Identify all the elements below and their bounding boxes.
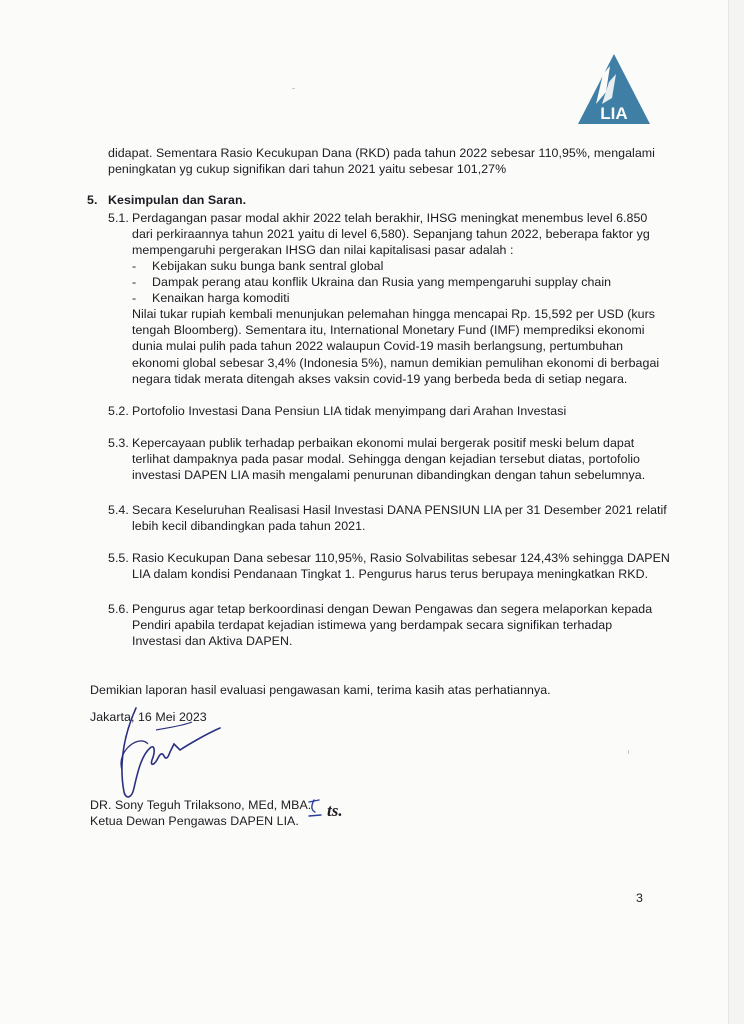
paragraph-line: tengah Bloomberg). Sementara itu, International Monetary Fund (IMF) memprediksi ekonomi [132,323,645,338]
bullet-dash: - [132,291,137,305]
item-5-1-text-b [132,306,659,387]
signer-name: DR. Sony Teguh Trilaksono, MEd, MBA. [90,798,312,812]
initials-text: ts. [327,801,343,820]
paragraph-line: Perdagangan pasar modal akhir 2022 telah berakhir, IHSG meningkat menembus level 6.850 [132,211,648,225]
signature-icon [96,700,226,810]
paragraph-line: LIA dalam kondisi Pendanaan Tingkat 1. Pengurus harus terus berupaya meningkatkan RKD. [132,567,649,582]
item-5-6-text [132,601,652,650]
bullet-item: Kenaikan harga komoditi [152,291,290,305]
intro-line: peningkatan yg cukup signifikan dari tahun 2021 yaitu sebesar 101,27% [108,162,507,177]
item-number: 5.1. [108,211,129,225]
scan-speck [628,750,629,754]
closing-sentence: Demikian laporan hasil evaluasi pengawasan kami, terima kasih atas perhatiannya. [90,683,551,697]
item-number: 5.6. [108,602,129,616]
paragraph-line: Secara Keseluruhan Realisasi Hasil Investasi DANA PENSIUN LIA per 31 Desember 2021 relatif [132,503,667,517]
item-number: 5.4. [108,503,129,517]
section-title: Kesimpulan dan Saran. [108,193,247,207]
intro-paragraph [108,145,655,177]
intro-line: didapat. Sementara Rasio Kecukupan Dana (RKD) pada tahun 2022 sebesar 110,95%, mengalami [108,146,655,160]
bullet-item: Kebijakan suku bunga bank sentral global [152,259,384,273]
paragraph-line: Portofolio Investasi Dana Pensiun LIA tidak menyimpang dari Arahan Investasi [132,404,567,418]
paragraph-line: dunia mulai pulih pada tahun 2022 walaupun Covid-19 masih berlangsung, pertumbuhan [132,339,624,354]
bullet-dash: - [132,259,137,273]
item-5-3-text [132,435,645,484]
item-5-2-text [132,403,566,419]
paragraph-line: dari perkiraannya tahun 2021 yaitu di level 6,580). Sepanjang tahun 2022, beberapa faktor yg [132,227,650,242]
paragraph-line: Nilai tukar rupiah kembali menunjukan pelemahan hingga mencapai Rp. 15,592 per USD (kurs [132,307,656,321]
item-5-1-text-a [132,210,650,259]
logo-text: LIA [600,104,628,123]
item-number: 5.5. [108,551,129,565]
item-number: 5.2. [108,404,129,418]
item-number: 5.3. [108,436,129,450]
paragraph-line: terlihat dampaknya pada pasar modal. Sehingga dengan kejadian tersebut diatas, portofolio [132,452,640,467]
item-5-5-text [132,550,670,582]
section-number: 5. [87,193,98,207]
scan-speck [292,88,295,89]
item-5-4-text [132,502,667,534]
initials-icon [305,792,355,824]
paragraph-line: Kepercayaan publik terhadap perbaikan ekonomi mulai bergerak positif meski belum dapat [132,436,635,450]
paragraph-line: lebih kecil dibandingkan pada tahun 2021. [132,519,366,534]
paragraph-line: Investasi dan Aktiva DAPEN. [132,634,293,649]
paragraph-line: investasi DAPEN LIA masih mengalami penurunan dibandingkan dengan tahun sebelumnya. [132,468,646,483]
paragraph-line: Rasio Kecukupan Dana sebesar 110,95%, Rasio Solvabilitas sebesar 124,43% sehingga DAPEN [132,551,670,565]
paragraph-line: Pendiri apabila terdapat kejadian istimewa yang berdampak secara signifikan terhadap [132,618,613,633]
bullet-item: Dampak perang atau konflik Ukraina dan Rusia yang mempengaruhi supplay chain [152,275,612,289]
page-number: 3 [636,891,643,905]
paragraph-line: Pengurus agar tetap berkoordinasi dengan Dewan Pengawas dan segera melaporkan kepada [132,602,653,616]
paragraph-line: mempengaruhi pergerakan IHSG dan nilai kapitalisasi pasar adalah : [132,243,514,258]
place-date: Jakarta, 16 Mei 2023 [90,710,207,724]
paragraph-line: negara tidak merata ditengah akses vaksin covid-19 yang berbeda beda di setiap negara. [132,371,628,386]
paragraph-line: ekonomi global sebesar 3,4% (Indonesia 5%), namun demikian pemulihan ekonomi di berbagai [132,355,660,370]
signer-title: Ketua Dewan Pengawas DAPEN LIA. [90,814,299,828]
lia-logo-icon [576,52,652,128]
bullet-dash: - [132,275,137,289]
